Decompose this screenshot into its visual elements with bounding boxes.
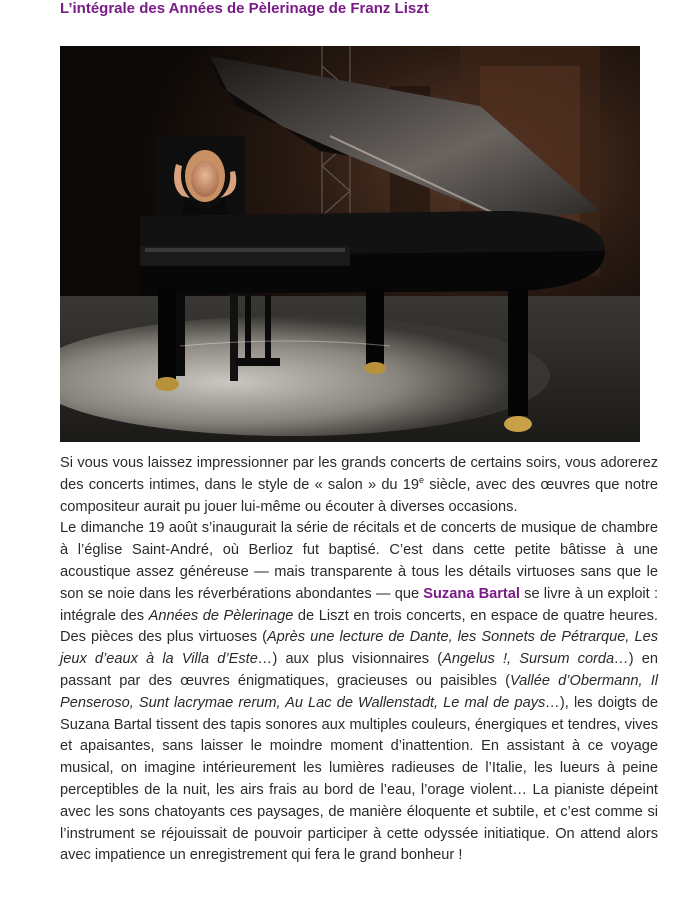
virtuoso-pieces: Après une lecture de Dante, les Sonnets de Pétrarque, Les jeux d’eaux à la Villa d’Este… (60, 629, 658, 668)
concert-photo (60, 46, 640, 442)
article-body (60, 453, 658, 867)
visionary-pieces: Angelus !, Sursum corda… (442, 651, 629, 668)
paragraph-review: Le dimanche 19 août s’inaugurait la série de récitals et de concerts de musique de chambre à l’église Saint-André, où Berlioz fut baptisé. C’est dans cette petite bâtisse à une acoustique assez généreuse — mais transparente à tous les détails virtuoses sans que le son se noie dans les réverbérations abondantes — que Suzana Bartal se livre à un exploit : intégrale des Années de Pèlerinage de Liszt en trois concerts, en espace de quatre heures. Des pièces des plus virtuoses (Après une lecture de Dante, les Sonnets de Pétrarque, Les jeux d’eaux à la Villa d’Este…) aux plus visionnaires (Angelus !, Sursum corda…) en passant par des œuvres énigmatiques, gracieuses ou paisibles (Vallée d’Obermann, Il Penseroso, Sunt lacrymae rerum, Au Lac de Wallenstadt, Le mal de pays…), les doigts de Suzana Bartal tissent des tapis sonores aux multiples couleurs, énergiques et tendres, vives et apaisantes, sans laisser le moindre moment d’inattention. En assistant à ce voyage musical, on imagine intérieurement les lumières radieuses de l’Italie, les lueurs à peine perceptibles de la nuit, les airs frais au bord de l’eau, l’orage violent… La pianiste dépeint avec les sons chatoyants ces paysages, de manière éloquente et subtile, et c’est comme si l’instrument se réjouissait de pouvoir participer à cette odyssée initiatique. On attend alors avec impatience un enregistrement qui fera le grand bonheur ! (60, 520, 658, 864)
paragraph-intro: Si vous vous laissez impressionner par les grands concerts de certains soirs, vous adorerez des concerts intimes, dans le style de « salon » du 19e siècle, avec des œuvres que notre compositeur aurait pu jouer lui-même ou écouter à diverses occasions. (60, 455, 658, 515)
pianist-name: Suzana Bartal (423, 585, 520, 602)
article-title: L’intégrale des Années de Pèlerinage de Franz Liszt (60, 0, 429, 17)
peaceful-pieces: Vallée d’Obermann, Il Penseroso, Sunt lacrymae rerum, Au Lac de Wallenstadt, Le mal de pays… (60, 672, 658, 711)
superscript: e (418, 474, 424, 485)
piano-concert-illustration (60, 46, 640, 442)
work-title: Années de Pèlerinage (148, 607, 294, 624)
